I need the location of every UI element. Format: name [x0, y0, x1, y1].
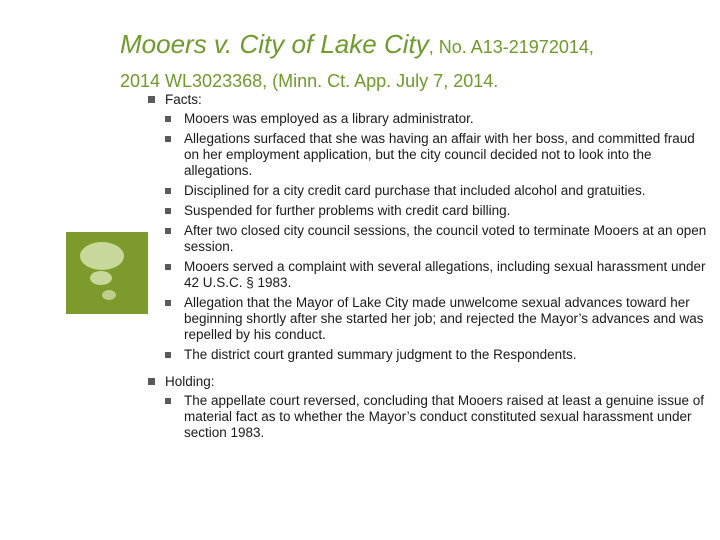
- small-circle: [102, 290, 116, 300]
- list-item: [165, 295, 713, 343]
- citation-part-1: , No. A13-21972014,: [428, 37, 594, 57]
- list-item-text: The district court granted summary judgment to the Respondents.: [184, 347, 577, 362]
- list-item-text: Mooers was employed as a library administrator.: [184, 111, 474, 126]
- square-bullet-icon: [165, 188, 171, 194]
- slide-title: [120, 28, 710, 98]
- square-bullet-icon: [148, 96, 155, 103]
- list-item: [165, 259, 713, 291]
- section-heading: Holding:: [165, 374, 215, 389]
- list-item-text: Disciplined for a city credit card purchase that included alcohol and gratuities.: [184, 183, 646, 198]
- list-item-text: Allegation that the Mayor of Lake City made unwelcome sexual advances toward her beginning shortly after she started her job; and rejected the Mayor’s advances and was repelled by his conduct.: [184, 295, 704, 342]
- square-bullet-icon: [165, 300, 171, 306]
- list-item: [165, 203, 713, 219]
- case-name: Mooers v. City of Lake City: [120, 29, 429, 59]
- list-item: [165, 183, 713, 199]
- decorative-circles-graphic: [66, 232, 148, 314]
- square-bullet-icon: [165, 136, 171, 142]
- list-item-text: After two closed city council sessions, the council voted to terminate Mooers at an open session.: [184, 223, 707, 254]
- list-item-text: Suspended for further problems with credit card billing.: [184, 203, 511, 218]
- list-item: [165, 393, 713, 441]
- list-item: [165, 347, 713, 363]
- citation-part-2: 2014 WL3023368, (Minn. Ct. App. July 7, 2014.: [120, 71, 499, 91]
- square-bullet-icon: [165, 228, 171, 234]
- square-bullet-icon: [165, 208, 171, 214]
- section-facts: [148, 92, 713, 363]
- title-line-1: [120, 28, 710, 65]
- square-bullet-icon: [165, 116, 171, 122]
- list-item-text: The appellate court reversed, concluding that Mooers raised at least a genuine issue of material fact as to whether the Mayor’s conduct constituted sexual harassment under section 1983.: [184, 393, 705, 440]
- section-holding: [148, 374, 713, 441]
- large-circle: [80, 242, 124, 270]
- square-bullet-icon: [165, 264, 171, 270]
- holding-list: [165, 393, 713, 441]
- facts-list: [165, 111, 713, 363]
- list-item-text: Mooers served a complaint with several allegations, including sexual harassment under 42 U.S.C. § 1983.: [184, 259, 706, 290]
- list-item: [165, 131, 713, 179]
- list-item: [165, 223, 713, 255]
- list-item-text: Allegations surfaced that she was having an affair with her boss, and committed fraud on her employment application, but the city council decided not to look into the allegations.: [184, 131, 695, 178]
- outline-list: [148, 92, 713, 441]
- square-bullet-icon: [148, 378, 155, 385]
- square-bullet-icon: [165, 398, 171, 404]
- square-bullet-icon: [165, 352, 171, 358]
- list-item: [165, 111, 713, 127]
- medium-circle: [90, 271, 112, 285]
- section-heading: Facts:: [165, 92, 202, 107]
- slide-body: [148, 92, 713, 445]
